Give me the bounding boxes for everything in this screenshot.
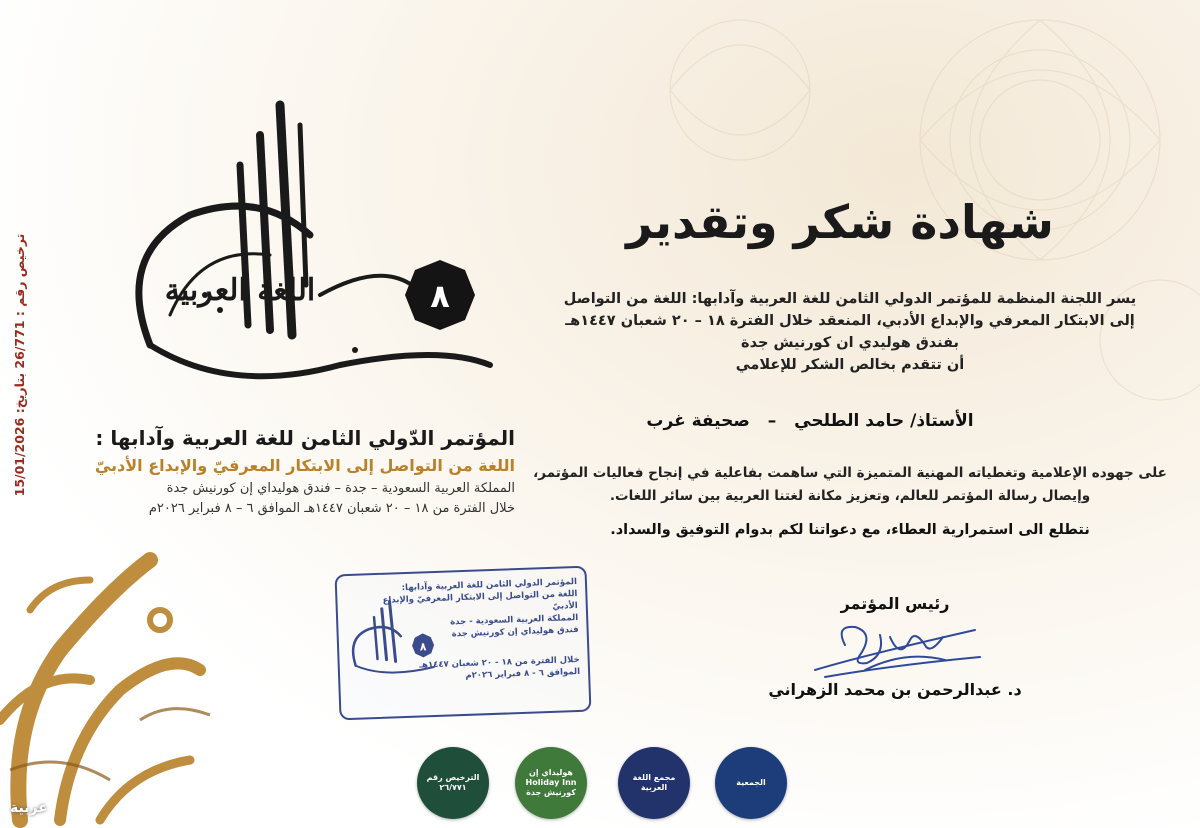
certificate-title: شهادة شكر وتقدير	[626, 195, 1054, 249]
body-line: وإيصال رسالة المؤتمر للعالم، وتعزيز مكانة لغتنا العربية بين سائر اللغات.	[609, 488, 1091, 504]
recipient-name: الأستاذ/ حامد الطلحي	[794, 411, 974, 431]
logo-text: هوليداي إن Holiday Inn كورنيش جدة	[525, 768, 577, 797]
signature-title: رئيس المؤتمر	[840, 594, 950, 613]
stamp-badge: ٨	[419, 640, 427, 654]
stamp-line: الموافق ٦ - ٨ فبراير ٢٠٢٦م	[465, 666, 581, 681]
stamp-text	[367, 576, 580, 685]
cultural-association-logo	[715, 747, 787, 819]
conference-title: المؤتمر الدّولي الثامن للغة العربية وآدابها :	[95, 426, 515, 450]
certificate-body	[530, 462, 1170, 508]
stamp-line: فندق هوليداي إن كورنيش جدة	[451, 624, 579, 640]
conference-period: خلال الفترة من ١٨ – ٢٠ شعبان ١٤٤٧هـ الموافق ٦ – ٨ فبراير ٢٠٢٦م	[148, 501, 515, 516]
stamp-line: خلال الفترة من ١٨ - ٢٠ شعبان ١٤٤٧هـ	[419, 654, 580, 671]
signature-name: د. عبدالرحمن بن محمد الزهراني	[768, 680, 1022, 699]
holiday-inn-logo	[515, 747, 587, 819]
logo-text: الترخيص رقم ٢٦/٧٧١	[426, 773, 480, 792]
conference-subtitle: اللغة من التواصل إلى الابتكار المعرفيّ والإبداع الأدبيّ	[94, 456, 515, 475]
logo-text: الجمعية	[736, 778, 766, 787]
recipient-organization: صحيفة غرب	[646, 411, 750, 431]
conference-emblem	[110, 95, 500, 405]
recipient-separator: –	[767, 411, 777, 431]
signature	[805, 615, 985, 685]
recipient	[580, 411, 1040, 431]
intro-line: بفندق هوليدي ان كورنيش جدة	[741, 335, 959, 351]
certificate-closing: نتطلع الى استمرارية العطاء، مع دعواتنا لكم بدوام التوفيق والسداد.	[610, 522, 1090, 538]
conference-location: المملكة العربية السعودية – جدة – فندق هوليداي إن كورنيش جدة	[166, 481, 515, 496]
body-line: على جهوده الإعلامية وتغطياته المهنية المتميزة التي ساهمت بفاعلية في إنجاح فعاليات المؤتمر،	[533, 465, 1167, 481]
certificate-intro	[550, 288, 1150, 376]
gold-calligraphy-decoration	[0, 520, 230, 828]
watermark: عربية	[10, 800, 48, 816]
stamp-line: اللغة من التواصل إلى الابتكار المعرفيّ والإبداع الأدبيّ	[382, 588, 578, 612]
stamp-line: المؤتمر الدولي الثامن للغة العربية وآدابها:	[401, 576, 578, 594]
official-stamp	[335, 566, 592, 721]
stamp-line: المملكة العربية السعودية - جدة	[450, 612, 579, 628]
intro-line: أن تتقدم بخالص الشكر للإعلامي	[735, 357, 965, 373]
intro-line: يسر اللجنة المنظمة للمؤتمر الدولي الثامن للغة العربية وآدابها: اللغة من التواصل	[563, 291, 1137, 307]
intro-line: إلى الابتكار المعرفي والإبداع الأدبي، المنعقد خلال الفترة ١٨ – ٢٠ شعبان ١٤٤٧هـ	[565, 313, 1135, 329]
conference-info	[70, 423, 515, 519]
edition-number-badge: ٨	[430, 277, 450, 315]
emblem-caption: اللغة العربية	[164, 273, 316, 308]
logo-text: مجمع اللغة العربية	[632, 773, 676, 792]
arabic-language-complex-logo	[618, 747, 690, 819]
license-number-vertical: ترخيص رقم : 26/771 بتاريخ: 15/01/2026	[12, 233, 27, 497]
green-organization-logo	[417, 747, 489, 819]
